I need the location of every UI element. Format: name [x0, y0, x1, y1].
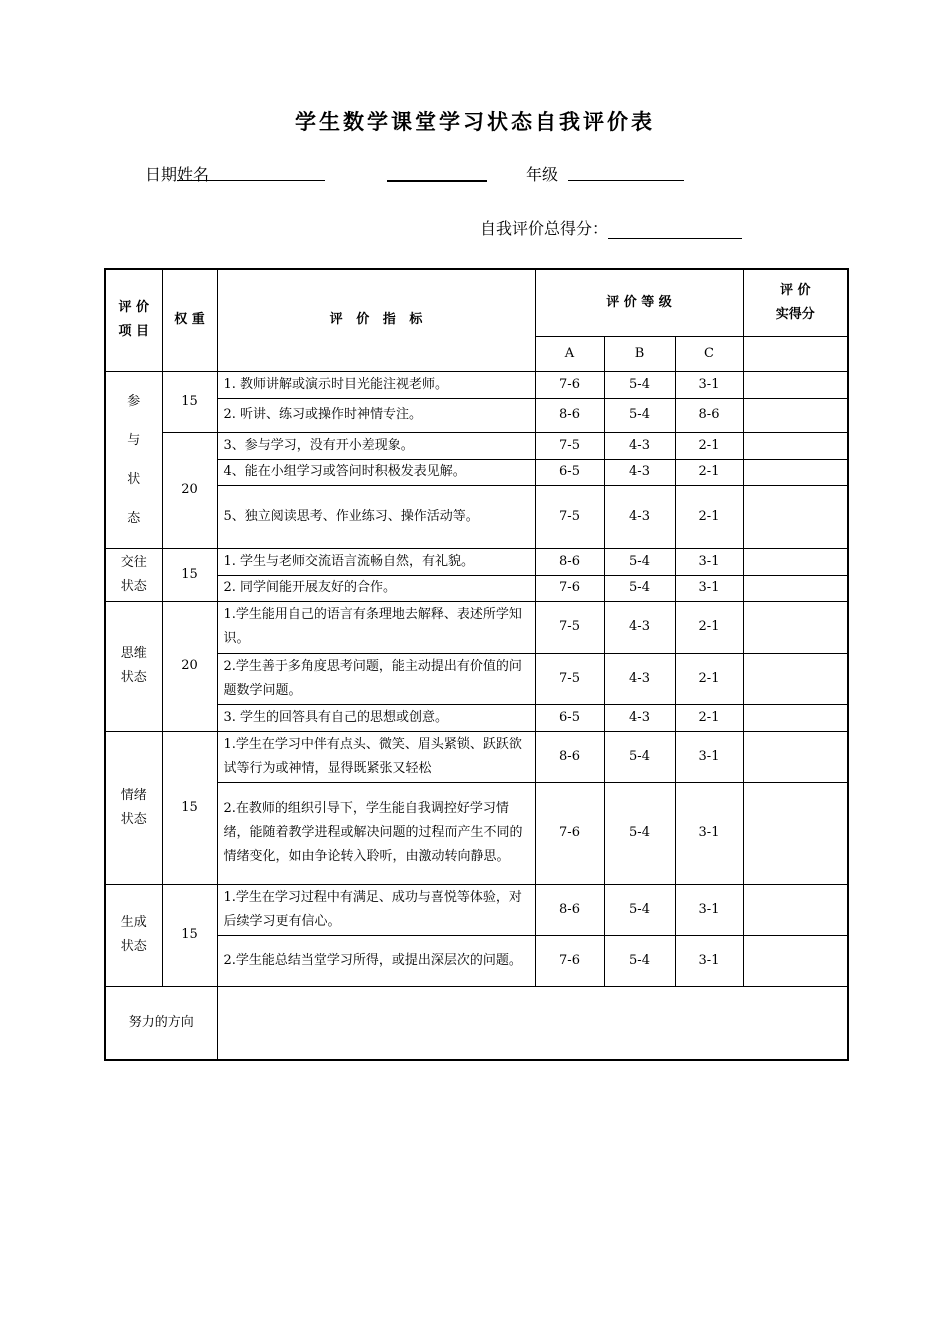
total-score-line [480, 216, 742, 239]
indicator-text: 1. 教师讲解或演示时目光能注视老师。 [217, 371, 535, 398]
level-a-value: 7-5 [535, 432, 604, 459]
actual-score-cell[interactable] [743, 601, 848, 653]
table-row [105, 782, 848, 884]
level-c-value: 2-1 [675, 653, 743, 704]
level-b-value: 5-4 [604, 884, 675, 935]
level-a-value: 8-6 [535, 398, 604, 432]
table-row [105, 371, 848, 398]
level-b-value: 4-3 [604, 459, 675, 485]
level-a-value: 6-5 [535, 704, 604, 731]
category-communication: 交往 状态 [105, 548, 162, 601]
actual-score-cell[interactable] [743, 653, 848, 704]
grade-label: 年级 [526, 165, 559, 184]
level-c-value: 3-1 [675, 782, 743, 884]
level-a-value: 7-6 [535, 371, 604, 398]
level-c-value: 3-1 [675, 548, 743, 575]
level-b-value: 5-4 [604, 782, 675, 884]
weight-cell: 15 [162, 548, 217, 601]
level-b-value: 4-3 [604, 432, 675, 459]
level-b-value: 5-4 [604, 398, 675, 432]
indicator-text: 3、参与学习，没有开小差现象。 [217, 432, 535, 459]
table-row [105, 731, 848, 782]
level-a-value: 7-6 [535, 935, 604, 986]
indicator-text: 1.学生能用自己的语言有条理地去解释、表述所学知识。 [217, 601, 535, 653]
weight-cell: 15 [162, 884, 217, 986]
name-label: 姓名 [177, 165, 210, 184]
effort-field[interactable] [217, 986, 848, 1060]
indicator-text: 2. 同学间能开展友好的合作。 [217, 575, 535, 601]
indicator-text: 2.学生能总结当堂学习所得，或提出深层次的问题。 [217, 935, 535, 986]
level-b-value: 5-4 [604, 548, 675, 575]
indicator-text: 4、能在小组学习或答问时积极发表见解。 [217, 459, 535, 485]
indicator-text: 2.学生善于多角度思考问题，能主动提出有价值的问题数学问题。 [217, 653, 535, 704]
indicator-text: 1.学生在学习过程中有满足、成功与喜悦等体验，对后续学习更有信心。 [217, 884, 535, 935]
weight-cell: 15 [162, 371, 217, 432]
level-a-value: 7-6 [535, 782, 604, 884]
effort-label: 努力的方向 [105, 986, 217, 1060]
actual-score-cell[interactable] [743, 884, 848, 935]
table-row [105, 432, 848, 459]
grade-field[interactable] [568, 162, 684, 181]
level-c-value: 2-1 [675, 601, 743, 653]
header-indicator: 评 价 指 标 [217, 269, 535, 371]
level-a-value: 6-5 [535, 459, 604, 485]
level-b-value: 5-4 [604, 371, 675, 398]
actual-score-cell[interactable] [743, 485, 848, 548]
level-b-value: 5-4 [604, 731, 675, 782]
evaluation-table [104, 268, 849, 1061]
actual-score-cell[interactable] [743, 371, 848, 398]
category-participation: 参 与 状 态 [105, 371, 162, 548]
level-b-value: 4-3 [604, 653, 675, 704]
level-a-value: 7-6 [535, 575, 604, 601]
actual-score-cell[interactable] [743, 704, 848, 731]
level-c-value: 8-6 [675, 398, 743, 432]
level-a-value: 8-6 [535, 884, 604, 935]
header-item: 评 价 项 目 [105, 269, 162, 371]
effort-row [105, 986, 848, 1060]
level-a-value: 8-6 [535, 548, 604, 575]
category-emotion: 情绪 状态 [105, 731, 162, 884]
weight-cell: 20 [162, 601, 217, 731]
date-label: 日期 [145, 165, 178, 184]
name-field[interactable] [387, 162, 487, 182]
total-score-label: 自我评价总得分： [480, 219, 609, 238]
actual-score-cell[interactable] [743, 336, 848, 371]
table-row [105, 575, 848, 601]
page-title: 学生数学课堂学习状态自我评价表 [295, 109, 655, 134]
level-a-value: 8-6 [535, 731, 604, 782]
actual-score-cell[interactable] [743, 575, 848, 601]
table-row [105, 548, 848, 575]
actual-score-cell[interactable] [743, 782, 848, 884]
level-b-value: 5-4 [604, 935, 675, 986]
weight-cell: 20 [162, 432, 217, 548]
level-c-value: 3-1 [675, 884, 743, 935]
level-c-value: 2-1 [675, 459, 743, 485]
header-level-b: B [604, 336, 675, 371]
level-c-value: 2-1 [675, 432, 743, 459]
table-row [105, 601, 848, 653]
actual-score-cell[interactable] [743, 548, 848, 575]
level-c-value: 2-1 [675, 485, 743, 548]
level-c-value: 2-1 [675, 704, 743, 731]
table-row [105, 653, 848, 704]
header-weight: 权 重 [162, 269, 217, 371]
table-row [105, 459, 848, 485]
level-b-value: 4-3 [604, 704, 675, 731]
level-c-value: 3-1 [675, 371, 743, 398]
level-a-value: 7-5 [535, 653, 604, 704]
level-b-value: 4-3 [604, 485, 675, 548]
table-row [105, 704, 848, 731]
header-level-c: C [675, 336, 743, 371]
level-b-value: 4-3 [604, 601, 675, 653]
header-level: 评 价 等 级 [535, 269, 743, 336]
indicator-text: 5、独立阅读思考、作业练习、操作活动等。 [217, 485, 535, 548]
date-field[interactable] [177, 162, 325, 181]
actual-score-cell[interactable] [743, 459, 848, 485]
actual-score-cell[interactable] [743, 432, 848, 459]
table-row [105, 398, 848, 432]
category-generation: 生成 状态 [105, 884, 162, 986]
table-row [105, 485, 848, 548]
total-score-field[interactable] [608, 220, 742, 239]
indicator-text: 3. 学生的回答具有自己的思想或创意。 [217, 704, 535, 731]
header-level-a: A [535, 336, 604, 371]
level-c-value: 3-1 [675, 935, 743, 986]
header-row [105, 269, 848, 336]
weight-cell: 15 [162, 731, 217, 884]
actual-score-cell[interactable] [743, 731, 848, 782]
table-row [105, 935, 848, 986]
level-c-value: 3-1 [675, 731, 743, 782]
actual-score-cell[interactable] [743, 935, 848, 986]
header-actual-score: 评 价 实得分 [743, 269, 848, 336]
indicator-text: 1. 学生与老师交流语言流畅自然，有礼貌。 [217, 548, 535, 575]
indicator-text: 2. 听讲、练习或操作时神情专注。 [217, 398, 535, 432]
category-thinking: 思维 状态 [105, 601, 162, 731]
level-a-value: 7-5 [535, 485, 604, 548]
level-c-value: 3-1 [675, 575, 743, 601]
indicator-text: 2.在教师的组织引导下，学生能自我调控好学习情绪，能随着教学进程或解决问题的过程而产生不同的情绪变化，如由争论转入聆听，由激动转向静思。 [217, 782, 535, 884]
indicator-text: 1.学生在学习中伴有点头、微笑、眉头紧锁、跃跃欲试等行为或神情，显得既紧张又轻松 [217, 731, 535, 782]
actual-score-cell[interactable] [743, 398, 848, 432]
table-row [105, 884, 848, 935]
level-b-value: 5-4 [604, 575, 675, 601]
level-a-value: 7-5 [535, 601, 604, 653]
